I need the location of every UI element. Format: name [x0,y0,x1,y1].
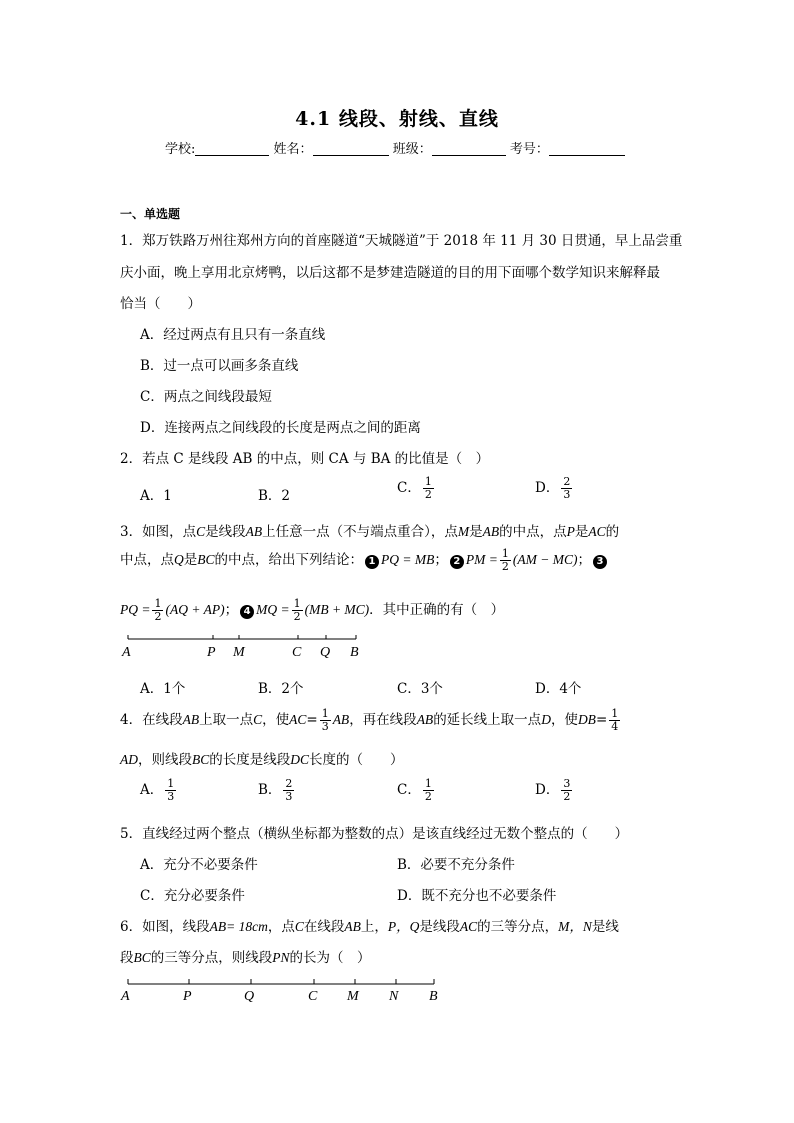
q4-option-c[interactable]: C． $\frac{1}{2}$ [397,777,432,803]
student-info-row [165,138,625,157]
point-label-a: A [122,645,131,660]
q3-line1: 3．如图，点C是线段AB上任意一点（不与端点重合），点M是AB的中点，点P是AC的 [120,524,620,540]
point-label-m: M [233,645,245,660]
point-label-q: Q [244,989,255,1004]
point-label-q: Q [320,645,331,660]
q4-line2: AD，则线段BC的长度是线段DC长度的（ ） [120,752,404,768]
fraction: $\frac{1}{2}$ [501,547,509,573]
q5-stem: 5．直线经过两个整点（横纵坐标都为整数的点）是该直线经过无数个整点的（ ） [120,826,629,842]
fraction: $\frac{1}{3}$ [321,707,329,733]
point-label-m: M [347,989,359,1004]
school-label: 学校: [165,142,196,157]
class-blank[interactable] [432,141,506,156]
fraction: $\frac{3}{2}$ [563,777,571,803]
fraction: $\frac{1}{2}$ [154,597,162,623]
circled-number-4: 4 [240,605,254,619]
q4-option-b[interactable]: B． $\frac{2}{3}$ [258,777,293,803]
q1-line2: 庆小面，晚上享用北京烤鸭，以后这都不是梦建造隧道的目的用下面哪个数学知识来解释最 [120,265,660,281]
point-label-p: P [207,645,216,660]
q2-option-c-label: C． [397,480,421,496]
q5-option-c[interactable]: C．充分必要条件 [140,888,245,904]
circled-number-1: 1 [365,555,379,569]
page-title: 4.1 线段、射线、直线 [295,108,499,130]
point-label-b: B [429,989,438,1004]
q1-option-a[interactable]: A．经过两点有且只有一条直线 [140,327,326,343]
q2-option-c[interactable] [397,476,436,501]
q4-line1: 4．在线段AB上取一点C，使AC= $\frac{1}{3}$ AB，再在线段AB的延长线上取一点D，使DB= $\frac{1}{4}$ [120,707,619,733]
school-blank[interactable] [195,141,269,156]
number-label: 考号： [509,142,549,157]
q1-option-d[interactable]: D．连接两点之间线段的长度是两点之间的距离 [140,420,421,436]
q6-line2: 段BC的三等分点，则线段PN的长为（ ） [120,950,371,966]
q3-option-c[interactable]: C．3个 [397,681,443,697]
q1-line3: 恰当（ ） [120,296,201,312]
fraction: $\frac{1}{2}$ [293,597,301,623]
fraction: $\frac{1}{2}$ [424,475,432,501]
q4-option-a[interactable]: A． $\frac{1}{3}$ [140,777,175,803]
section-heading: 一、单选题 [120,207,181,221]
point-label-b: B [350,645,359,660]
q6-line1: 6．如图，线段AB= 18cm，点C在线段AB上，P，Q是线段AC的三等分点，M，N是线 [120,919,619,935]
q3-line3: PQ = $\frac{1}{2}$ (AQ + AP)； 4 MQ = $\frac{1}{2}$ (MB + MC)．其中正确的有（ ） [120,597,505,623]
point-label-p: P [183,989,192,1004]
fraction: $\frac{1}{3}$ [167,777,175,803]
q5-option-d[interactable]: D．既不充分也不必要条件 [397,888,557,904]
q1-option-c[interactable]: C．两点之间线段最短 [140,389,272,405]
q3-line2: 中点，点Q是BC的中点，给出下列结论： 1 PQ = MB； 2 PM = $\frac{1}{2}$ (AM − MC)； 3 [120,548,609,573]
name-blank[interactable] [313,141,389,156]
q5-option-b[interactable]: B．必要不充分条件 [397,857,515,873]
name-label: 姓名： [273,142,313,157]
point-label-c: C [308,989,318,1004]
q3-segment-figure [118,630,378,662]
q2-option-d-label: D． [535,480,560,496]
q6-segment-figure [118,976,448,1008]
q3-option-a[interactable]: A．1个 [140,681,186,697]
circled-number-2: 2 [450,555,464,569]
fraction: $\frac{1}{4}$ [611,707,619,733]
fraction: $\frac{2}{3}$ [563,475,571,501]
q3-option-b[interactable]: B．2个 [258,681,304,697]
class-label: 班级： [392,142,432,157]
q4-option-d[interactable]: D． $\frac{3}{2}$ [535,777,571,803]
q5-option-a[interactable]: A．充分不必要条件 [140,857,258,873]
point-label-a: A [121,989,130,1004]
fraction: $\frac{1}{2}$ [424,777,432,803]
q1-line1: 1．郑万铁路万州往郑州方向的首座隧道“天城隧道”于 2018 年 11 月 30 日贯通，早上品尝重 [120,233,683,249]
q1-option-b[interactable]: B．过一点可以画多条直线 [140,358,299,374]
q2-option-a[interactable]: A．1 [140,488,172,504]
q2-stem: 2．若点 C 是线段 AB 的中点，则 CA 与 BA 的比值是（ ） [120,451,490,467]
q2-option-b[interactable]: B．2 [258,488,291,504]
q2-option-d[interactable] [535,476,574,501]
number-blank[interactable] [549,141,625,156]
point-label-n: N [389,989,399,1004]
point-label-c: C [292,645,302,660]
circled-number-3: 3 [593,555,607,569]
fraction: $\frac{2}{3}$ [285,777,293,803]
q3-option-d[interactable]: D．4个 [535,681,582,697]
